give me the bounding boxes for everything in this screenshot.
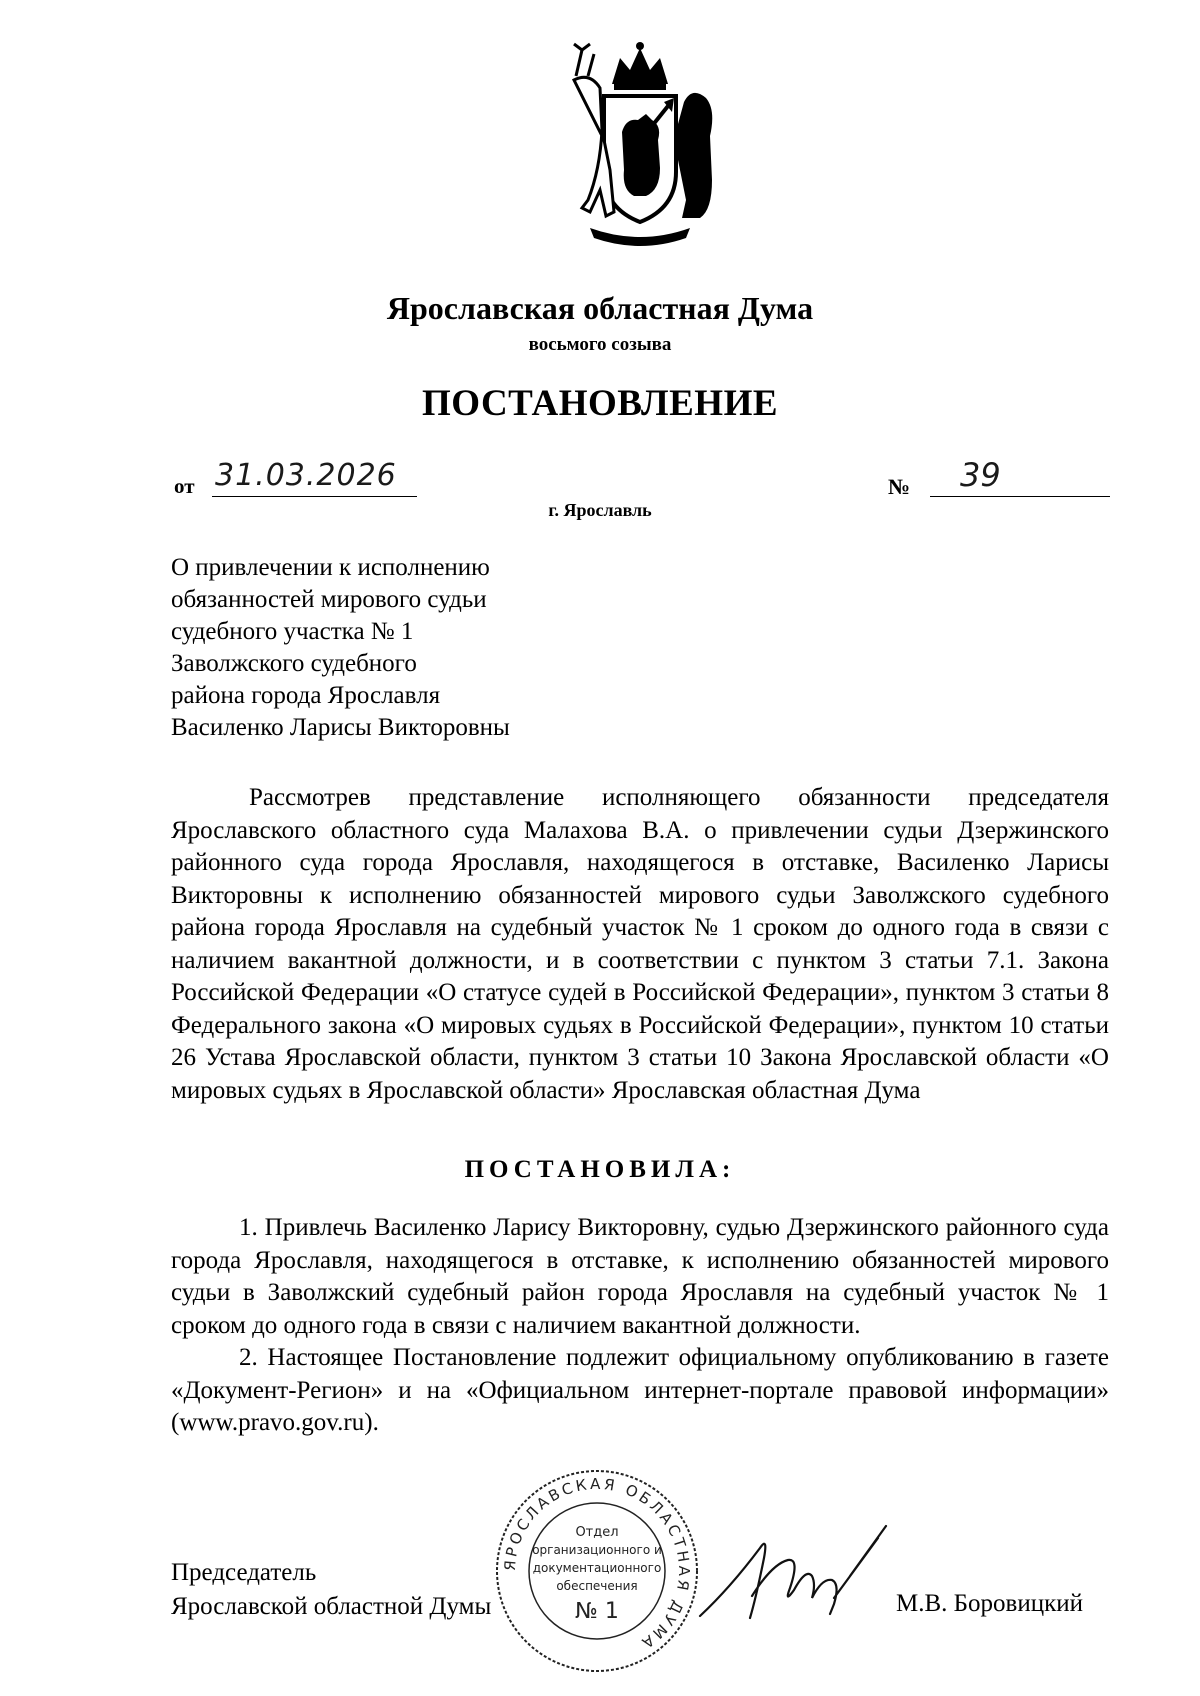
resolution-point: 2. Настоящее Постановление подлежит официальному опубликованию в газете «Документ-Регион» и на «Официальном интернет-портале правовой информации» (www.pravo.gov.ru). (171, 1344, 1109, 1436)
stamp-number: № 1 (575, 1599, 619, 1624)
subject-line: Василенко Ларисы Викторовны (171, 714, 510, 741)
stamp-line: документационного (532, 1561, 662, 1575)
organization-title: Ярославская областная Дума (386, 290, 814, 326)
subject-block (171, 552, 671, 744)
convocation-subtitle: восьмого созыва (528, 334, 672, 355)
resolution-points (171, 1212, 1109, 1440)
yaroslavl-coat-of-arms-emblem (560, 40, 720, 250)
signatory-position-line: Ярославской областной Думы (171, 1593, 492, 1620)
subject-line: района города Ярославля (171, 682, 441, 709)
resolution-point: 1. Привлечь Василенко Ларису Викторовну, судью Дзержинского районного суда города Ярославля, находящегося в отставке, к исполнению обязанностей мирового судьи в Заволжский судебный район города Ярославля на судебный участок № 1 сроком до одного года в связи с наличием вакантной должности. (171, 1214, 1109, 1339)
subject-line: обязанностей мирового судьи (171, 586, 487, 613)
subject-line: Заволжского судебного (171, 650, 417, 677)
stamp-ring-text: ЯРОСЛАВСКАЯ ОБЛАСТНАЯ ДУМА (500, 1474, 694, 1654)
signatory-position-line: Председатель (171, 1559, 317, 1586)
signatory-name: М.В. Боровицкий (896, 1590, 1083, 1617)
stamp-line: обеспечения (556, 1579, 638, 1593)
city-line: г. Ярославль (548, 500, 652, 520)
preamble-paragraph: Рассмотрев представление исполняющего обязанности председателя Ярославского областного суда Малахова В.А. о привлечении судьи Дзержинского районного суда города Ярославля, находящегося в отставке, Василенко Ларисы Викторовны к исполнению обязанностей мирового судьи Заволжского судебного района города Ярославля на судебный участок № 1 сроком до одного года в связи с наличием вакантной должности, и в соответствии с пунктом 3 статьи 7.1. Закона Российской Федерации «О статусе судей в Российской Федерации», пунктом 3 статьи 8 Федерального закона «О мировых судьях в Российской Федерации», пунктом 10 статьи 26 Устава Ярославской области, пунктом 3 статьи 10 Закона Ярославской области «О мировых судьях в Ярославской области» Ярославская областная Дума (171, 784, 1109, 1104)
signatory-position (171, 1556, 491, 1624)
number-underline (930, 496, 1110, 497)
subject-line: судебного участка № 1 (171, 618, 414, 645)
date-label: от (174, 474, 195, 498)
subject-line: О привлечении к исполнению (171, 554, 490, 581)
document-type-title: ПОСТАНОВЛЕНИЕ (421, 383, 779, 424)
stamp-line: Отдел (575, 1525, 619, 1540)
official-round-stamp (492, 1466, 702, 1676)
handwritten-signature (690, 1518, 900, 1638)
preamble-block (171, 782, 1109, 1107)
number-label: № (888, 474, 911, 499)
stamp-line: организационного и (532, 1543, 662, 1557)
date-value-handwritten: 31.03.2026 (215, 458, 397, 493)
number-value-handwritten: 39 (960, 456, 1001, 494)
date-underline (212, 496, 417, 497)
resolved-heading: ПОСТАНОВИЛА: (464, 1156, 736, 1183)
